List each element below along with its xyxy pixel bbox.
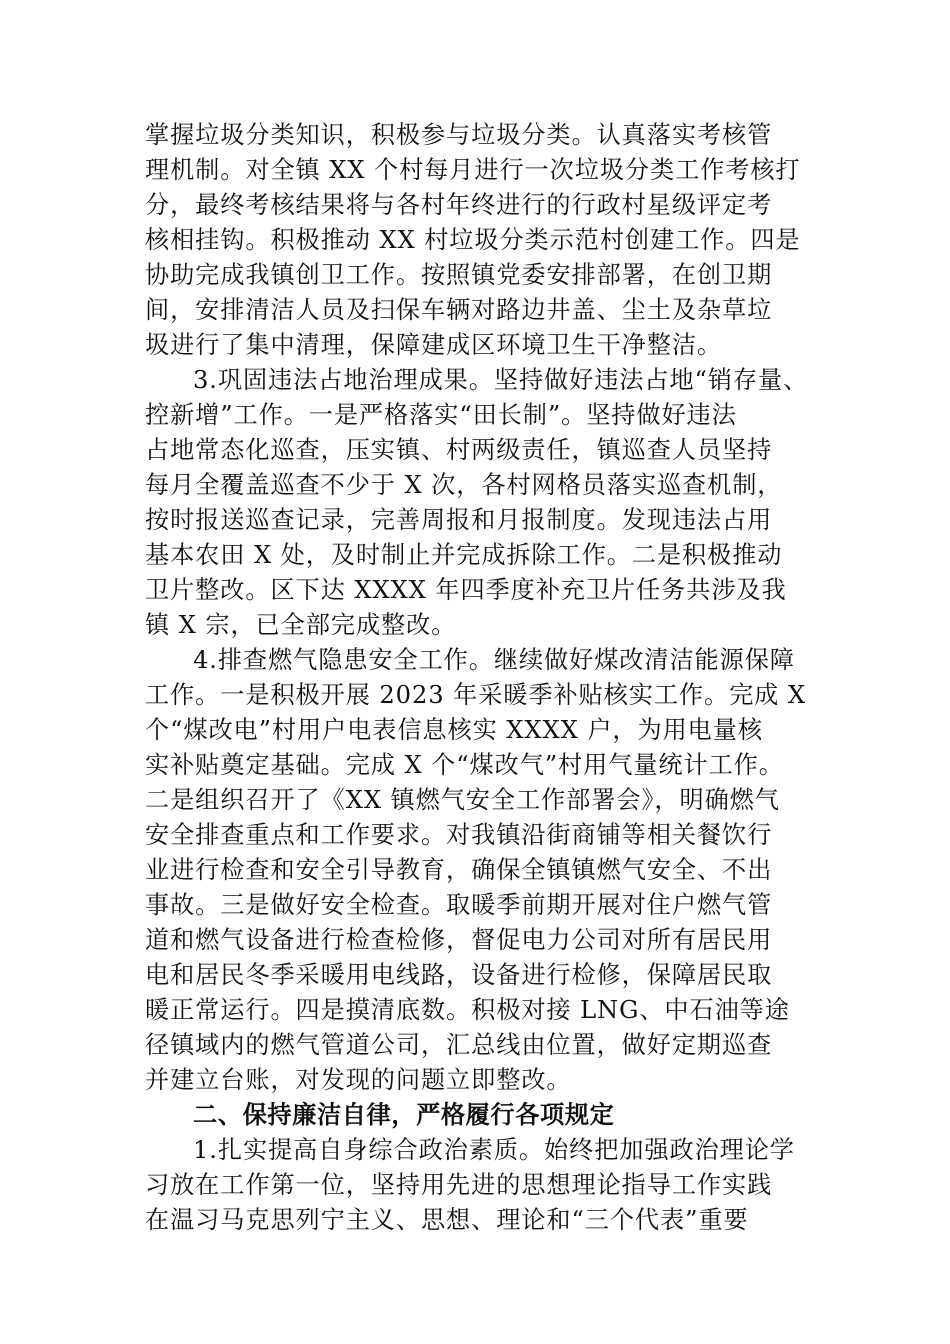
paragraph-start-line: 1.扎实提高自身综合政治素质。始终把加强政治理论学 <box>193 1136 795 1164</box>
text-line: 占地常态化巡查，压实镇、村两级责任，镇巡查人员坚持 <box>145 436 773 464</box>
section-heading: 二、保持廉洁自律，严格履行各项规定 <box>193 1101 615 1129</box>
text-line: 卫片整改。区下达 XXXX 年四季度补充卫片任务共涉及我 <box>145 576 787 604</box>
text-line: 每月全覆盖巡查不少于 X 次，各村网格员落实巡查机制， <box>145 471 783 499</box>
text-line: 分，最终考核结果将与各村年终进行的行政村星级评定考 <box>145 191 773 219</box>
text-line: 实补贴奠定基础。完成 X 个“煤改气”村用气量统计工作。 <box>145 751 784 779</box>
text-line: 在温习马克思列宁主义、思想、理论和“三个代表”重要 <box>145 1206 749 1234</box>
text-line: 道和燃气设备进行检查检修，督促电力公司对所有居民用 <box>145 926 773 954</box>
text-line: 暖正常运行。四是摸清底数。积极对接 LNG、中石油等途 <box>145 996 790 1024</box>
text-line: 协助完成我镇创卫工作。按照镇党委安排部署，在创卫期 <box>145 261 773 289</box>
text-line: 业进行检查和安全引导教育，确保全镇镇燃气安全、不出 <box>145 856 773 884</box>
text-line: 理机制。对全镇 XX 个村每月进行一次垃圾分类工作考核打 <box>145 156 801 184</box>
text-line: 二是组织召开了《XX 镇燃气安全工作部署会》，明确燃气 <box>145 786 780 814</box>
text-line: 按时报送巡查记录，完善周报和月报制度。发现违法占用 <box>145 506 773 534</box>
text-line: 镇 X 宗，已全部完成整改。 <box>145 611 457 639</box>
text-line: 习放在工作第一位，坚持用先进的思想理论指导工作实践 <box>145 1171 773 1199</box>
text-line: 径镇域内的燃气管道公司，汇总线由位置，做好定期巡查 <box>145 1031 773 1059</box>
text-line: 并建立台账，对发现的问题立即整改。 <box>145 1066 572 1094</box>
text-line: 核相挂钩。积极推动 XX 村垃圾分类示范村创建工作。四是 <box>145 226 801 254</box>
text-line: 电和居民冬季采暖用电线路，设备进行检修，保障居民取 <box>145 961 773 989</box>
text-line: 控新增”工作。一是严格落实“田长制”。坚持做好违法 <box>145 401 737 429</box>
text-line: 掌握垃圾分类知识，积极参与垃圾分类。认真落实考核管 <box>145 121 773 149</box>
paragraph-start-line: 4.排查燃气隐患安全工作。继续做好煤改清洁能源保障 <box>193 646 795 674</box>
text-line: 间，安排清洁人员及扫保车辆对路边井盖、尘土及杂草垃 <box>145 296 773 324</box>
text-line: 安全排查重点和工作要求。对我镇沿街商铺等相关餐饮行 <box>145 821 773 849</box>
text-line: 个“煤改电”村用户电表信息核实 XXXX 户，为用电量核 <box>145 716 763 744</box>
text-line: 圾进行了集中清理，保障建成区环境卫生干净整洁。 <box>145 331 723 359</box>
text-line: 事故。三是做好安全检查。取暖季前期开展对住户燃气管 <box>145 891 773 919</box>
text-line: 工作。一是积极开展 2023 年采暖季补贴核实工作。完成 X <box>145 681 806 709</box>
text-line: 基本农田 X 处，及时制止并完成拆除工作。二是积极推动 <box>145 541 783 569</box>
paragraph-start-line: 3.巩固违法占地治理成果。坚持做好违法占地“销存量、 <box>193 366 809 394</box>
